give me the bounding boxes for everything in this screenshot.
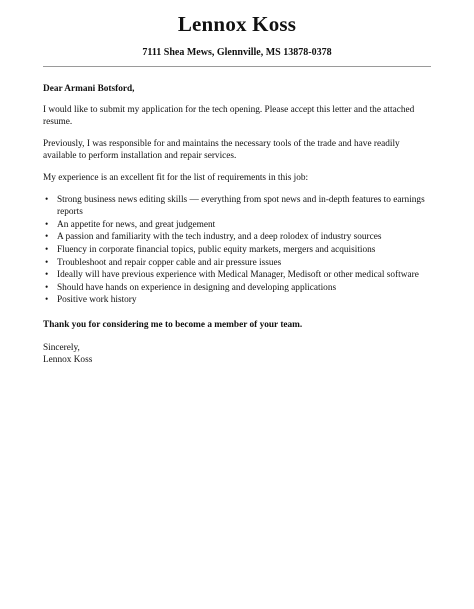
salutation: Dear Armani Botsford, bbox=[43, 84, 135, 94]
requirement-text: Fluency in corporate financial topics, public equity markets, mergers and acquisitions bbox=[57, 244, 376, 255]
bullet-icon: • bbox=[45, 295, 49, 306]
bullet-icon: • bbox=[45, 232, 49, 243]
requirement-text: Strong business news editing skills — everything from spot news and in-depth features to earnings reports bbox=[57, 194, 425, 218]
list-item bbox=[45, 219, 433, 232]
list-item bbox=[45, 269, 433, 282]
list-item bbox=[45, 231, 433, 244]
list-item bbox=[45, 244, 433, 257]
closing-phrase: Sincerely, bbox=[43, 342, 80, 353]
bullet-icon: • bbox=[45, 270, 49, 281]
signature-name: Lennox Koss bbox=[43, 355, 93, 366]
list-item bbox=[45, 294, 433, 307]
requirement-text: A passion and familiarity with the tech industry, and a deep rolodex of industry sources bbox=[57, 232, 382, 243]
header-divider bbox=[43, 66, 431, 67]
thank-you-line: Thank you for considering me to become a member of your team. bbox=[43, 319, 303, 330]
list-item bbox=[45, 282, 433, 295]
applicant-name: Lennox Koss bbox=[177, 12, 297, 36]
applicant-address: 7111 Shea Mews, Glennville, MS 13878-0378 bbox=[142, 47, 332, 58]
requirement-text: Ideally will have previous experience with Medical Manager, Medisoft or other medical software bbox=[57, 270, 419, 281]
list-item bbox=[45, 257, 433, 270]
paragraph-requirements-lead: My experience is an excellent fit for the list of requirements in this job: bbox=[43, 172, 309, 183]
requirement-text: Troubleshoot and repair copper cable and air pressure issues bbox=[57, 257, 282, 268]
bullet-icon: • bbox=[45, 194, 49, 205]
list-item bbox=[45, 194, 433, 219]
bullet-icon: • bbox=[45, 219, 49, 230]
requirement-text: An appetite for news, and great judgement bbox=[57, 219, 216, 230]
bullet-icon: • bbox=[45, 257, 49, 268]
paragraph-previous-role: Previously, I was responsible for and maintains the necessary tools of the trade and have readily available to perform installation and repair services. bbox=[43, 138, 400, 162]
paragraph-intro: I would like to submit my application for the tech opening. Please accept this letter and the attached resume. bbox=[43, 104, 415, 128]
bullet-icon: • bbox=[45, 244, 49, 255]
requirement-text: Positive work history bbox=[57, 295, 137, 306]
bullet-icon: • bbox=[45, 282, 49, 293]
closing-block bbox=[43, 342, 433, 367]
requirements-list bbox=[43, 194, 433, 307]
requirement-text: Should have hands on experience in designing and developing applications bbox=[57, 282, 337, 293]
letter-body bbox=[43, 83, 433, 367]
